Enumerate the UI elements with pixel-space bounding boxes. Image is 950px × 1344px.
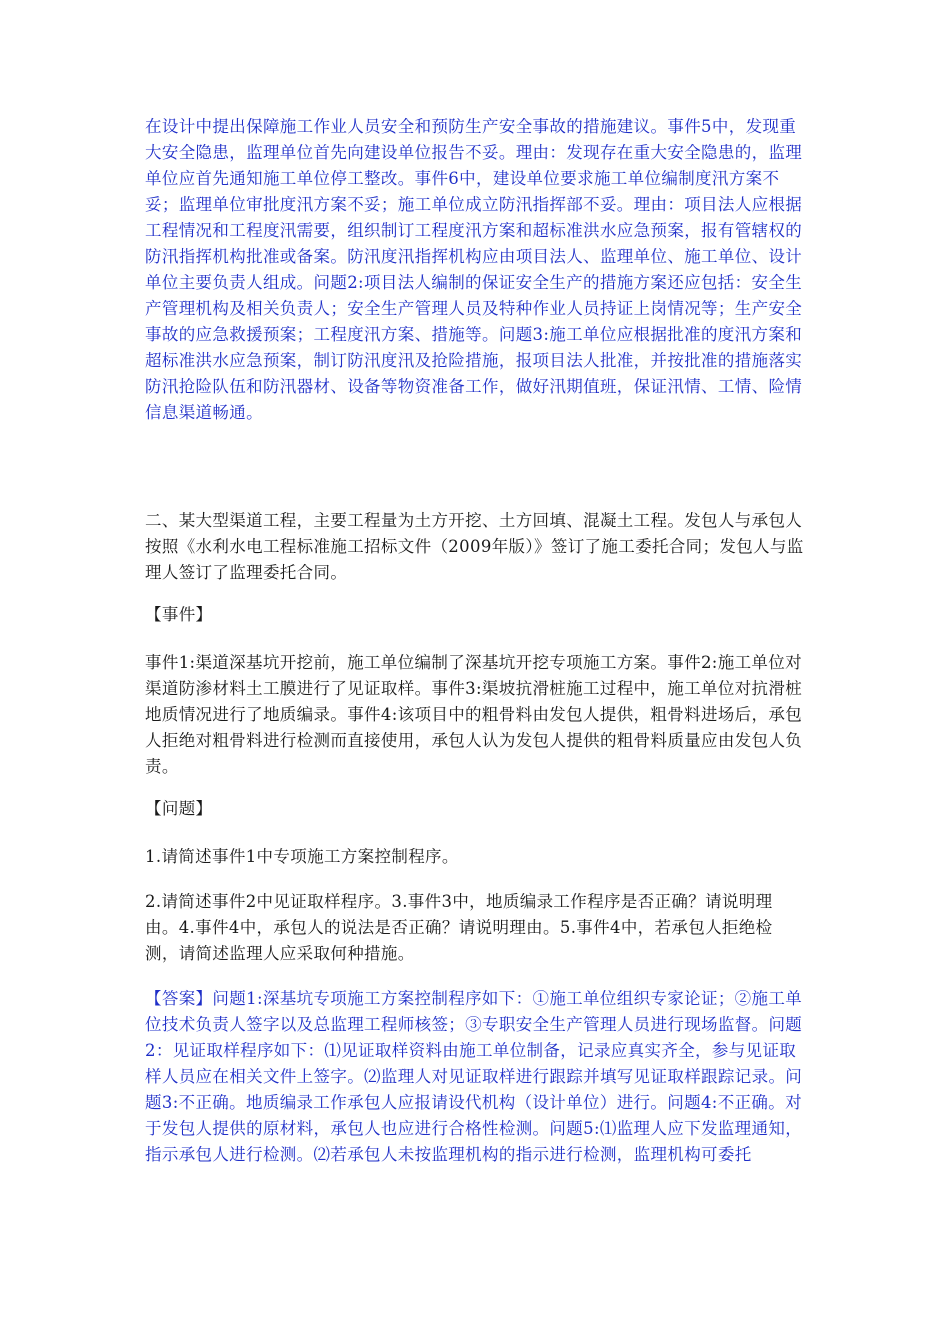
questions-2-to-5: 2.请简述事件2中见证取样程序。3.事件3中，地质编录工作程序是否正确？请说明理由。4.事件4中，承包人的说法是否正确？请说明理由。5.事件4中，若承包人拒绝检测，请简述监理人应采取何种措施。 [145, 892, 773, 963]
answer-text: 问题1:深基坑专项施工方案控制程序如下：①施工单位组织专家论证；②施工单位技术负责人签字以及总监理工程师核签；③专职安全生产管理人员进行现场监督。问题2：见证取样程序如下：⑴见证取样资料由施工单位制备，记录应真实齐全，参与见证取样人员应在相关文件上签字。⑵监理人对见证取样进行跟踪并填写见证取样跟踪记录。问题3:不正确。地质编录工作承包人应报请设代机构（设计单位）进行。问题4:不正确。对于发包人提供的原材料，承包人也应进行合格性检测。问题5:⑴监理人应下发监理通知，指示承包人进行检测。⑵若承包人未按监理机构的指示进行检测，监理机构可委托 [145, 989, 803, 1164]
answer-continuation-paragraph: 在设计中提出保障施工作业人员安全和预防生产安全事故的措施建议。事件5中，发现重大安全隐患，监理单位首先向建设单位报告不妥。理由：发现存在重大安全隐患的，监理单位应首先通知施工单位停工整改。事件6中，建设单位要求施工单位编制度汛方案不妥；监理单位审批度汛方案不妥；施工单位成立防汛指挥部不妥。理由：项目法人应根据工程情况和工程度汛需要，组织制订工程度汛方案和超标准洪水应急预案，报有管辖权的防汛指挥机构批准或备案。防汛度汛指挥机构应由项目法人、监理单位、施工单位、设计单位主要负责人组成。问题2:项目法人编制的保证安全生产的措施方案还应包括：安全生产管理机构及相关负责人；安全生产管理人员及特种作业人员持证上岗情况等；生产安全事故的应急救援预案；工程度汛方案、措施等。问题3:施工单位应根据批准的度汛方案和超标准洪水应急预案，制订防汛度汛及抢险措施，报项目法人批准，并按批准的措施落实防汛抢险队伍和防汛器材、设备等物资准备工作，做好汛期值班，保证汛情、工情、险情信息渠道畅通。 [145, 117, 803, 422]
question-1: 1.请简述事件1中专项施工方案控制程序。 [145, 847, 459, 866]
events-paragraph: 事件1:渠道深基坑开挖前，施工单位编制了深基坑开挖专项施工方案。事件2:施工单位对渠道防渗材料土工膜进行了见证取样。事件3:渠坡抗滑桩施工过程中，施工单位对抗滑桩地质情况进行了地质编录。事件4:该项目中的粗骨料由发包人提供，粗骨料进场后，承包人拒绝对粗骨料进行检测而直接使用，承包人认为发包人提供的粗骨料质量应由发包人负责。 [145, 653, 803, 776]
case-intro-paragraph: 二、某大型渠道工程，主要工程量为土方开挖、土方回填、混凝土工程。发包人与承包人按照《水利水电工程标准施工招标文件（2009年版）》签订了施工委托合同；发包人与监理人签订了监理委托合同。 [145, 511, 804, 582]
events-heading: 【事件】 [145, 605, 213, 624]
answer-tag: 【答案】 [145, 989, 213, 1008]
questions-heading: 【问题】 [145, 799, 213, 818]
answer-paragraph [145, 986, 805, 1168]
